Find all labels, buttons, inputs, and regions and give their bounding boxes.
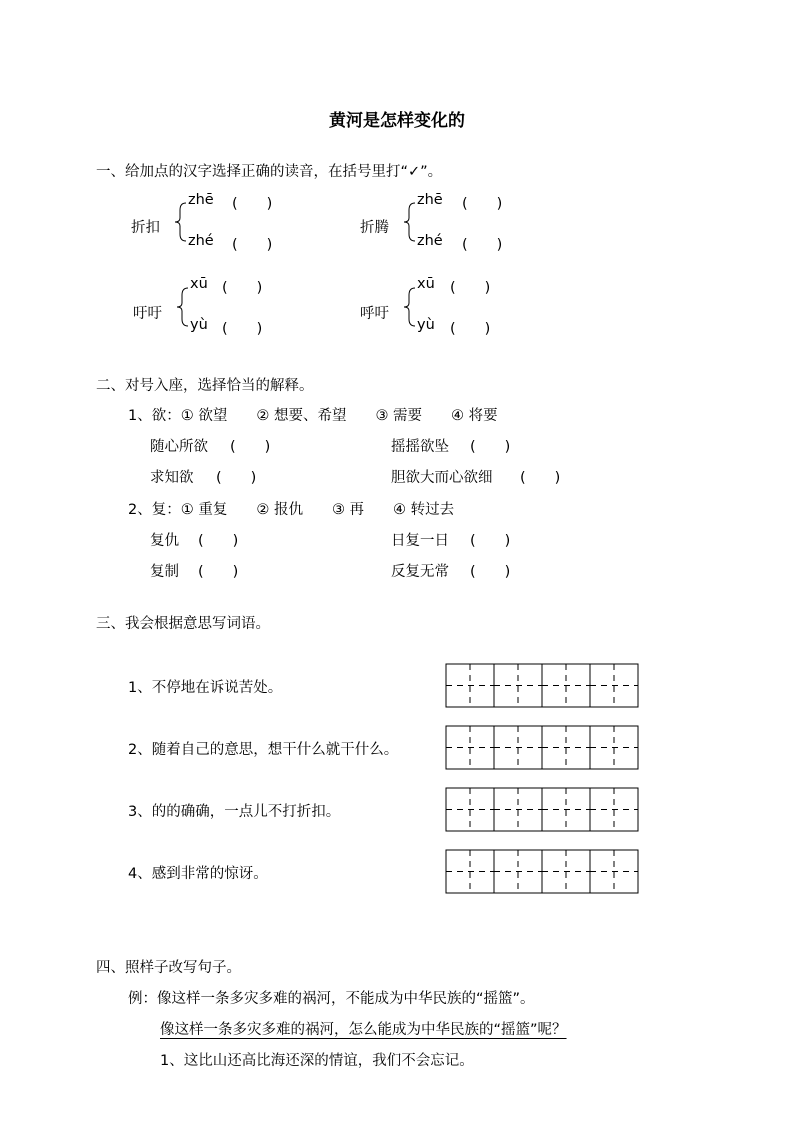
pinyin-option: zhé (188, 233, 214, 249)
definition-item: 4、感到非常的惊讶。 (128, 866, 268, 882)
pinyin-option: zhē (417, 192, 443, 208)
answer-paren[interactable]: ( ) (198, 533, 239, 549)
answer-paren[interactable]: ( ) (222, 321, 263, 337)
definition-item: 2、随着自己的意思，想干什么就干什么。 (128, 742, 399, 758)
answer-paren[interactable]: ( ) (520, 470, 561, 486)
brace-icon (174, 202, 188, 242)
answer-paren[interactable]: ( ) (470, 564, 511, 580)
answer-paren[interactable]: ( ) (462, 237, 503, 253)
definition-item: 1、不停地在诉说苦处。 (128, 680, 283, 696)
answer-paren[interactable]: ( ) (222, 280, 263, 296)
pinyin-option: yù (190, 317, 208, 333)
q1-word: 求知欲 (150, 470, 194, 486)
section1-heading: 一、给加点的汉字选择正确的读音，在括号里打“✓”。 (96, 164, 443, 180)
writing-grid[interactable] (445, 725, 639, 770)
answer-paren[interactable]: ( ) (232, 196, 273, 212)
answer-paren[interactable]: ( ) (462, 196, 503, 212)
brace-icon (403, 287, 417, 327)
writing-grid[interactable] (445, 663, 639, 708)
answer-paren[interactable]: ( ) (198, 564, 239, 580)
answer-paren[interactable]: ( ) (230, 439, 271, 455)
definition-item: 3、的的确确，一点儿不打折扣。 (128, 804, 341, 820)
q1-word: 摇摇欲坠 (391, 439, 449, 455)
page-title: 黄河是怎样变化的 (329, 111, 465, 131)
q1-word: 胆欲大而心欲细 (391, 470, 493, 486)
section4-heading: 四、照样子改写句子。 (96, 960, 241, 976)
pinyin-option: zhé (417, 233, 443, 249)
brace-icon (403, 202, 417, 242)
section2-heading: 二、对号入座，选择恰当的解释。 (96, 378, 314, 394)
pinyin-option: yù (417, 317, 435, 333)
answer-paren[interactable]: ( ) (450, 321, 491, 337)
q1-prompt: 1、欲：① 欲望 ② 想要、希望 ③ 需要 ④ 将要 (128, 408, 498, 424)
answer-paren[interactable]: ( ) (450, 280, 491, 296)
q2-word: 日复一日 (391, 533, 449, 549)
answer-paren[interactable]: ( ) (470, 439, 511, 455)
q2-prompt: 2、复：① 重复 ② 报仇 ③ 再 ④ 转过去 (128, 502, 455, 518)
answer-paren[interactable]: ( ) (216, 470, 257, 486)
brace-icon (176, 287, 190, 327)
example-sentence: 例：像这样一条多灾多难的祸河，不能成为中华民族的“摇篮”。 (128, 991, 535, 1007)
writing-grid[interactable] (445, 787, 639, 832)
pinyin-option: xū (190, 276, 208, 292)
pinyin-word: 折扣 (131, 220, 160, 236)
q2-word: 复制 (150, 564, 179, 580)
q1-word: 随心所欲 (150, 439, 208, 455)
answer-paren[interactable]: ( ) (232, 237, 273, 253)
rewrite-question: 1、这比山还高比海还深的情谊，我们不会忘记。 (160, 1053, 474, 1069)
example-answer: 像这样一条多灾多难的祸河，怎么能成为中华民族的“摇篮”呢？ (160, 1022, 567, 1038)
q2-word: 复仇 (150, 533, 179, 549)
pinyin-word: 折腾 (360, 220, 389, 236)
pinyin-option: xū (417, 276, 435, 292)
answer-paren[interactable]: ( ) (470, 533, 511, 549)
pinyin-option: zhē (188, 192, 214, 208)
section3-heading: 三、我会根据意思写词语。 (96, 616, 270, 632)
pinyin-word: 吁吁 (133, 306, 162, 322)
pinyin-word: 呼吁 (360, 306, 389, 322)
q2-word: 反复无常 (391, 564, 449, 580)
writing-grid[interactable] (445, 849, 639, 894)
